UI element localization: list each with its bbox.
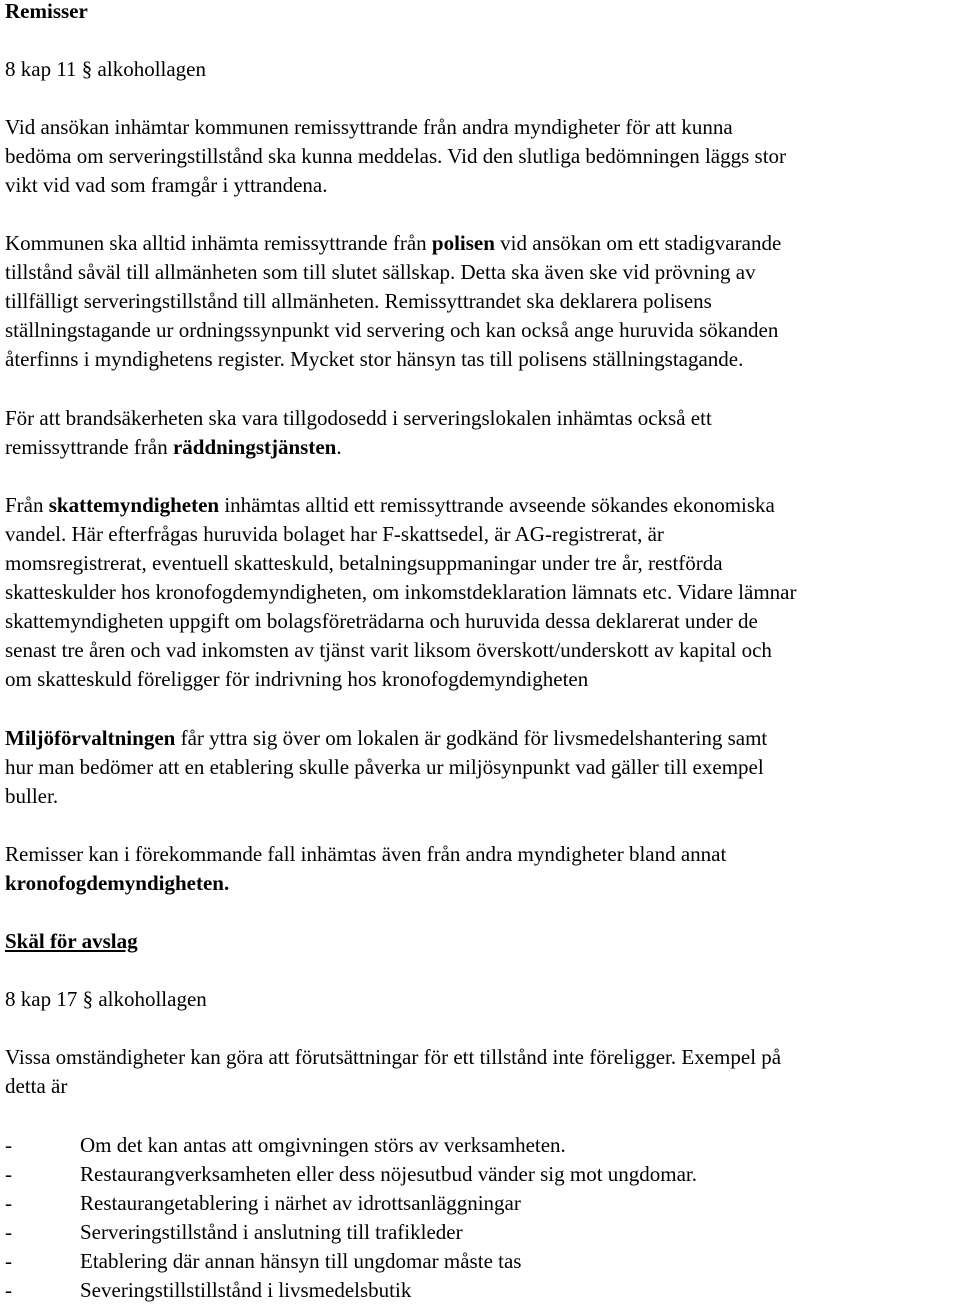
text-line: Från skattemyndigheten inhämtas alltid ett remissyttrande avseende sökandes ekonomiska xyxy=(5,493,775,517)
text-line: hur man bedömer att en etablering skulle påverka ur miljösynpunkt vad gäller till exempel xyxy=(5,755,764,779)
text-line: Kommunen ska alltid inhämta remissyttrande från polisen vid ansökan om ett stadigvarande xyxy=(5,231,782,255)
list-dash: - xyxy=(5,1278,12,1302)
text-line: Miljöförvaltningen får yttra sig över om lokalen är godkänd för livsmedelshantering samt xyxy=(5,726,768,750)
emphasis-raddningstjansten: räddningstjänsten xyxy=(172,435,337,459)
text-line: detta är xyxy=(5,1074,68,1098)
text-line: om skatteskuld föreligger för indrivning hos kronofogdemyndigheten xyxy=(5,667,589,691)
list-item: - Restaurangverksamheten eller dess nöjesutbud vänder sig mot ungdomar. xyxy=(5,1160,697,1189)
list-item: - Restaurangetablering i närhet av idrottsanläggningar xyxy=(5,1189,521,1218)
emphasis-polisen: polisen xyxy=(431,231,495,255)
text-line: buller. xyxy=(5,784,59,808)
emphasis-miljoforvaltningen: Miljöförvaltningen xyxy=(5,726,176,750)
text-line: senast tre åren och vad inkomsten av tjänst varit liksom överskott/underskott av kapital och xyxy=(5,638,772,662)
text-line: tillstånd såväl till allmänheten som till slutet sällskap. Detta ska även ske vid prövning av xyxy=(5,260,756,284)
list-dash: - xyxy=(5,1220,12,1244)
text-line: remissyttrande från räddningstjänsten. xyxy=(5,435,342,459)
text-line: vandel. Här efterfrågas huruvida bolaget har F-skattsedel, är AG-registrerat, är xyxy=(5,522,664,546)
text-line: vikt vid vad som framgår i yttrandena. xyxy=(5,173,328,197)
list-item: - Severingstillstillstånd i livsmedelsbutik xyxy=(5,1276,411,1305)
text-line: ställningstagande ur ordningssynpunkt vid servering och kan också ange huruvida sökanden xyxy=(5,318,779,342)
law-reference-17: 8 kap 17 § alkohollagen xyxy=(5,987,207,1011)
text-line: momsregistrerat, eventuell skatteskuld, betalningsuppmaningar under tre år, restförda xyxy=(5,551,723,575)
list-dash: - xyxy=(5,1249,12,1273)
law-reference-11: 8 kap 11 § alkohollagen xyxy=(5,57,207,81)
text-line: skatteskulder hos kronofogdemyndigheten, om inkomstdeklaration lämnats etc. Vidare lämnar xyxy=(5,580,797,604)
heading-skal-for-avslag: Skäl för avslag xyxy=(5,929,138,953)
list-item: - Etablering där annan hänsyn till ungdomar måste tas xyxy=(5,1247,521,1276)
text-line: tillfälligt serveringstillstånd till allmänheten. Remissyttrandet ska deklarera polisens xyxy=(5,289,712,313)
list-dash: - xyxy=(5,1162,12,1186)
emphasis-skattemyndigheten: skattemyndigheten xyxy=(48,493,220,517)
heading-remisser: Remisser xyxy=(5,0,88,23)
list-item: - Serveringstillstånd i anslutning till trafikleder xyxy=(5,1218,463,1247)
text-line: Vid ansökan inhämtar kommunen remissyttrande från andra myndigheter för att kunna xyxy=(5,115,733,139)
text-line: För att brandsäkerheten ska vara tillgodosedd i serveringslokalen inhämtas också ett xyxy=(5,406,712,430)
emphasis-kronofogdemyndigheten: kronofogdemyndigheten. xyxy=(5,871,230,895)
text-line: bedöma om serveringstillstånd ska kunna meddelas. Vid den slutliga bedömningen läggs stor xyxy=(5,144,787,168)
list-dash: - xyxy=(5,1191,12,1215)
text-line: skattemyndigheten uppgift om bolagsföreträdarna och huruvida dessa deklarerat under de xyxy=(5,609,758,633)
list-item: - Om det kan antas att omgivningen störs av verksamheten. xyxy=(5,1131,566,1160)
text-line: Vissa omständigheter kan göra att förutsättningar för ett tillstånd inte föreligger. Exempel på xyxy=(5,1045,782,1069)
text-line: återfinns i myndighetens register. Mycket stor hänsyn tas till polisens ställningstagande. xyxy=(5,347,744,371)
list-dash: - xyxy=(5,1133,12,1157)
text-line: Remisser kan i förekommande fall inhämtas även från andra myndigheter bland annat xyxy=(5,842,727,866)
